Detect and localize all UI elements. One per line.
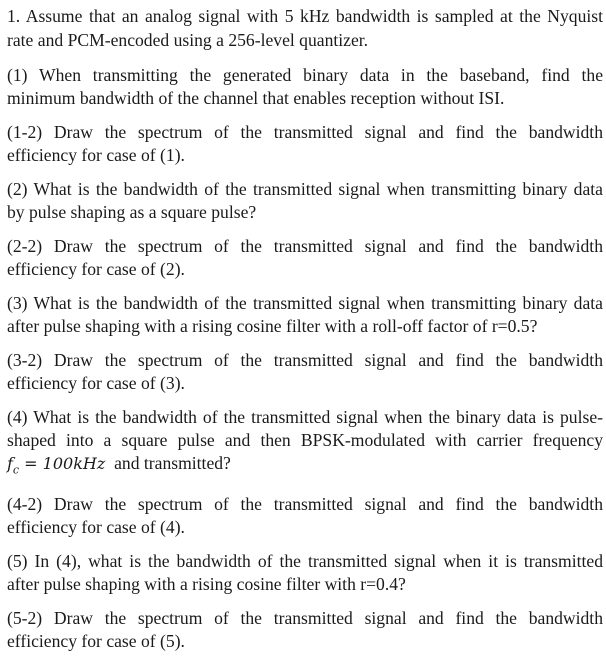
- question-text: after pulse shaping with a rising cosine filter with r=0.4?: [7, 573, 406, 594]
- question-4-2: [7, 493, 603, 539]
- carrier-frequency-expression: [7, 453, 106, 477]
- problem-intro: [7, 4, 603, 52]
- question-1-2: [7, 121, 603, 167]
- question-3-2: [7, 349, 603, 395]
- math-variable: f: [7, 454, 13, 473]
- question-text: efficiency for case of (3).: [7, 373, 185, 393]
- question-text: after pulse shaping with a rising cosine filter with a roll-off factor of r=0.5?: [7, 316, 538, 336]
- question-text: and transmitted?: [105, 453, 231, 473]
- question-text: efficiency for case of (4).: [7, 516, 185, 537]
- question-text: (4-2) Draw the spectrum of the transmitted signal and find the bandwidth: [7, 493, 603, 514]
- question-2: [7, 178, 603, 224]
- question-text: minimum bandwidth of the channel that enables reception without ISI.: [7, 88, 505, 108]
- question-2-2: [7, 235, 603, 281]
- question-text: (2-2) Draw the spectrum of the transmitted signal and find the bandwidth: [7, 236, 603, 256]
- question-text: (1-2) Draw the spectrum of the transmitted signal and find the bandwidth: [7, 122, 603, 142]
- question-text: by pulse shaping as a square pulse?: [7, 202, 257, 222]
- question-text: (3) What is the bandwidth of the transmitted signal when transmitting binary data: [7, 293, 603, 313]
- math-subscript: c: [12, 463, 20, 477]
- intro-line: 1. Assume that an analog signal with 5 kHz bandwidth is sampled at the Nyquist: [7, 6, 603, 26]
- question-text: (4) What is the bandwidth of the transmitted signal when the binary data is pulse-: [7, 407, 603, 427]
- question-text: (2) What is the bandwidth of the transmitted signal when transmitting binary data: [7, 179, 603, 199]
- question-text: efficiency for case of (5).: [7, 630, 185, 651]
- question-text: shaped into a square pulse and then BPSK-modulated with carrier frequency: [7, 430, 603, 450]
- question-text: (5) In (4), what is the bandwidth of the transmitted signal when it is transmitted: [7, 550, 603, 571]
- intro-line: rate and PCM-encoded using a 256-level quantizer.: [7, 30, 369, 50]
- question-text: (3-2) Draw the spectrum of the transmitted signal and find the bandwidth: [7, 350, 603, 370]
- math-value: = 100kHz: [19, 454, 106, 473]
- question-3: [7, 292, 603, 338]
- question-text: (5-2) Draw the spectrum of the transmitted signal and find the bandwidth: [7, 607, 603, 628]
- question-1: [7, 64, 603, 110]
- question-text: efficiency for case of (1).: [7, 145, 185, 165]
- question-text: efficiency for case of (2).: [7, 259, 185, 279]
- problem-page: [7, 4, 603, 664]
- question-text: (1) When transmitting the generated binary data in the baseband, find the: [7, 65, 603, 85]
- question-5: [7, 550, 603, 596]
- question-5-2: [7, 607, 603, 653]
- question-4: [7, 406, 603, 482]
